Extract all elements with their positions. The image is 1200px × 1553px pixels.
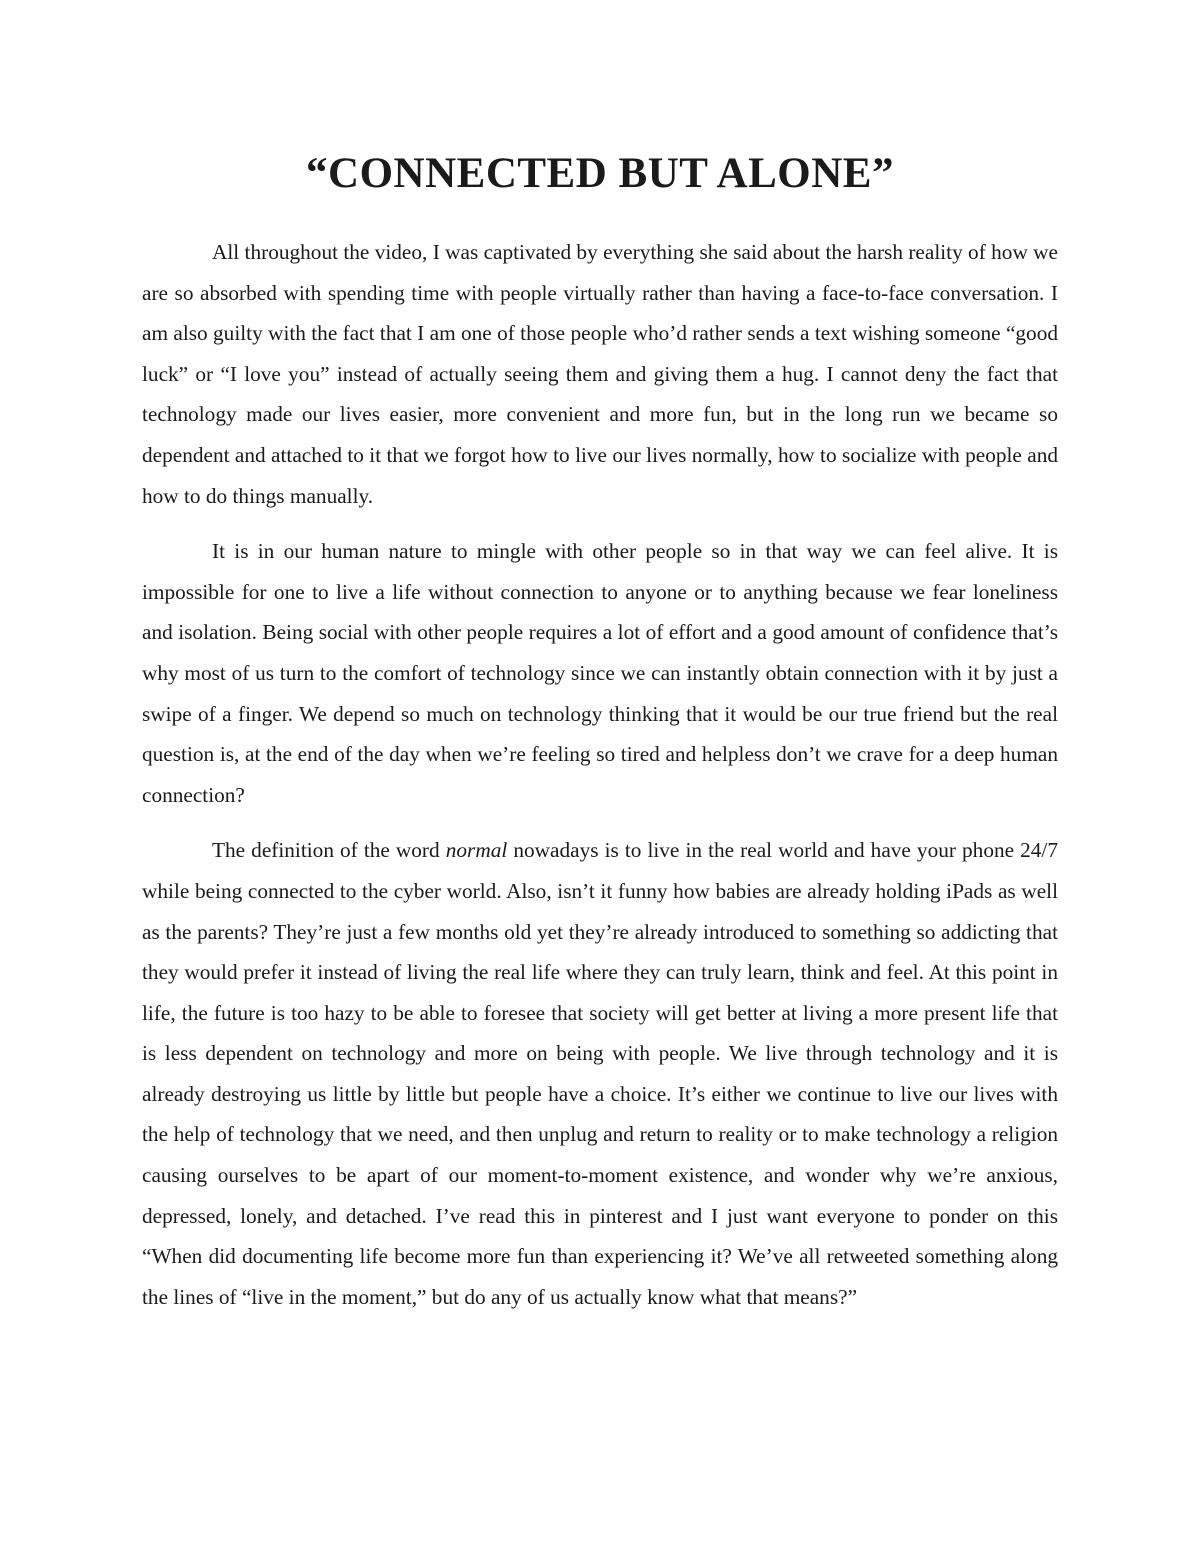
paragraph-3-emphasis: normal: [445, 838, 508, 863]
paragraph-3: [142, 830, 1058, 1317]
paragraph-3-lead: The definition of the word: [212, 838, 446, 863]
paragraph-1: All throughout the video, I was captivated by everything she said about the harsh reality of how we are so absorbed with spending time with people virtually rather than having a face-to-face conversation. I am also guilty with the fact that I am one of those people who’d rather sends a text wishing someone “good luck” or “I love you” instead of actually seeing them and giving them a hug. I cannot deny the fact that technology made our lives easier, more convenient and more fun, but in the long run we became so dependent and attached to it that we forgot how to live our lives normally, how to socialize with people and how to do things manually.: [142, 240, 1058, 508]
paragraph-3-rest: nowadays is to live in the real world and have your phone 24/7 while being connected to the cyber world. Also, isn’t it funny how babies are already holding iPads as well as the parents? They’re just a few months old yet they’re already introduced to something so addicting that they would prefer it instead of living the real life where they can truly learn, think and feel. At this point in life, the future is too hazy to be able to foresee that society will get better at living a more present life that is less dependent on technology and more on being with people. We live through technology and it is already destroying us little by little but people have a choice. It’s either we continue to live our lives with the help of technology that we need, and then unplug and return to reality or to make technology a religion causing ourselves to be apart of our moment-to-moment existence, and wonder why we’re anxious, depressed, lonely, and detached. I’ve read this in pinterest and I just want everyone to ponder on this “When did documenting life become more fun than experiencing it? We’ve all retweeted something along the lines of “live in the moment,” but do any of us actually know what that means?”: [142, 838, 1058, 1309]
document-body: [142, 232, 1058, 1332]
document-title: “CONNECTED BUT ALONE”: [306, 150, 894, 197]
paragraph-2: It is in our human nature to mingle with other people so in that way we can feel alive. It is impossible for one to live a life without connection to anyone or to anything because we fear loneliness and isolation. Being social with other people requires a lot of effort and a good amount of confidence that’s why most of us turn to the comfort of technology since we can instantly obtain connection with it by just a swipe of a finger. We depend so much on technology thinking that it would be our true friend but the real question is, at the end of the day when we’re feeling so tired and helpless don’t we crave for a deep human connection?: [142, 539, 1058, 807]
